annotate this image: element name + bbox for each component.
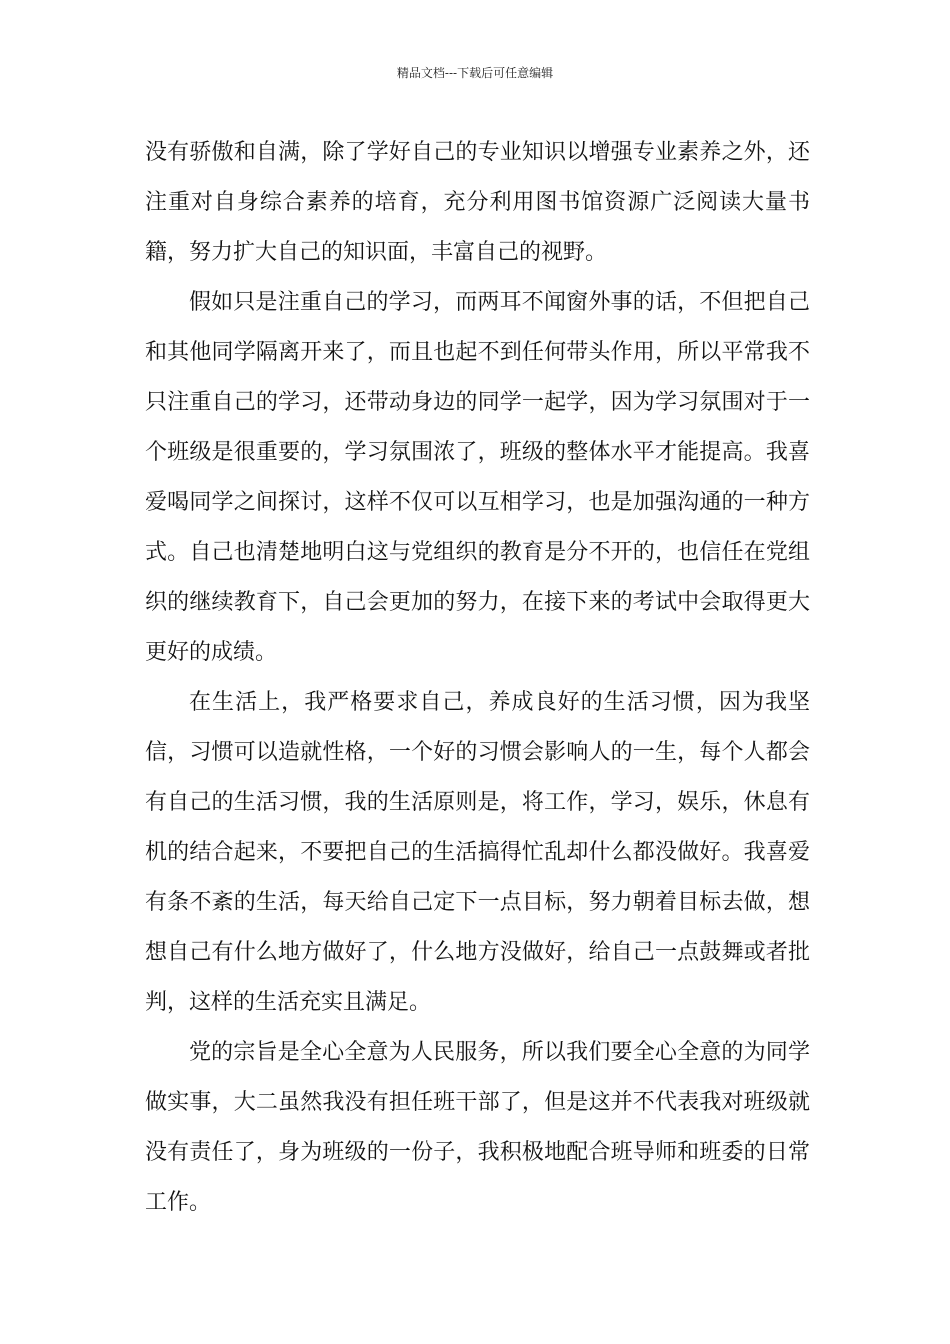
document-body <box>145 128 810 1228</box>
paragraph-2: 假如只是注重自己的学习，而两耳不闻窗外事的话，不但把自己和其他同学隔离开来了，而且也起不到任何带头作用，所以平常我不只注重自己的学习，还带动身边的同学一起学，因为学习氛围对于一个班级是很重要的，学习氛围浓了，班级的整体水平才能提高。我喜爱喝同学之间探讨，这样不仅可以互相学习，也是加强沟通的一种方式。自己也清楚地明白这与党组织的教育是分不开的，也信任在党组织的继续教育下，自己会更加的努力，在接下来的考试中会取得更大更好的成绩。 <box>145 290 810 665</box>
paragraph-3: 在生活上，我严格要求自己，养成良好的生活习惯，因为我坚信，习惯可以造就性格，一个好的习惯会影响人的一生，每个人都会有自己的生活习惯，我的生活原则是，将工作，学习，娱乐，休息有机的结合起来，不要把自己的生活搞得忙乱却什么都没做好。我喜爱有条不紊的生活，每天给自己定下一点目标，努力朝着目标去做，想想自己有什么地方做好了，什么地方没做好，给自己一点鼓舞或者批判，这样的生活充实且满足。 <box>145 690 810 1015</box>
page-header: 精品文档---下载后可任意编辑 <box>396 66 554 80</box>
paragraph-1: 没有骄傲和自满，除了学好自己的专业知识以增强专业素养之外，还注重对自身综合素养的培育，充分利用图书馆资源广泛阅读大量书籍，努力扩大自己的知识面，丰富自己的视野。 <box>145 140 810 265</box>
paragraph-4: 党的宗旨是全心全意为人民服务，所以我们要全心全意的为同学做实事，大二虽然我没有担任班干部了，但是这并不代表我对班级就没有责任了，身为班级的一份子，我积极地配合班导师和班委的日常工作。 <box>145 1040 810 1215</box>
